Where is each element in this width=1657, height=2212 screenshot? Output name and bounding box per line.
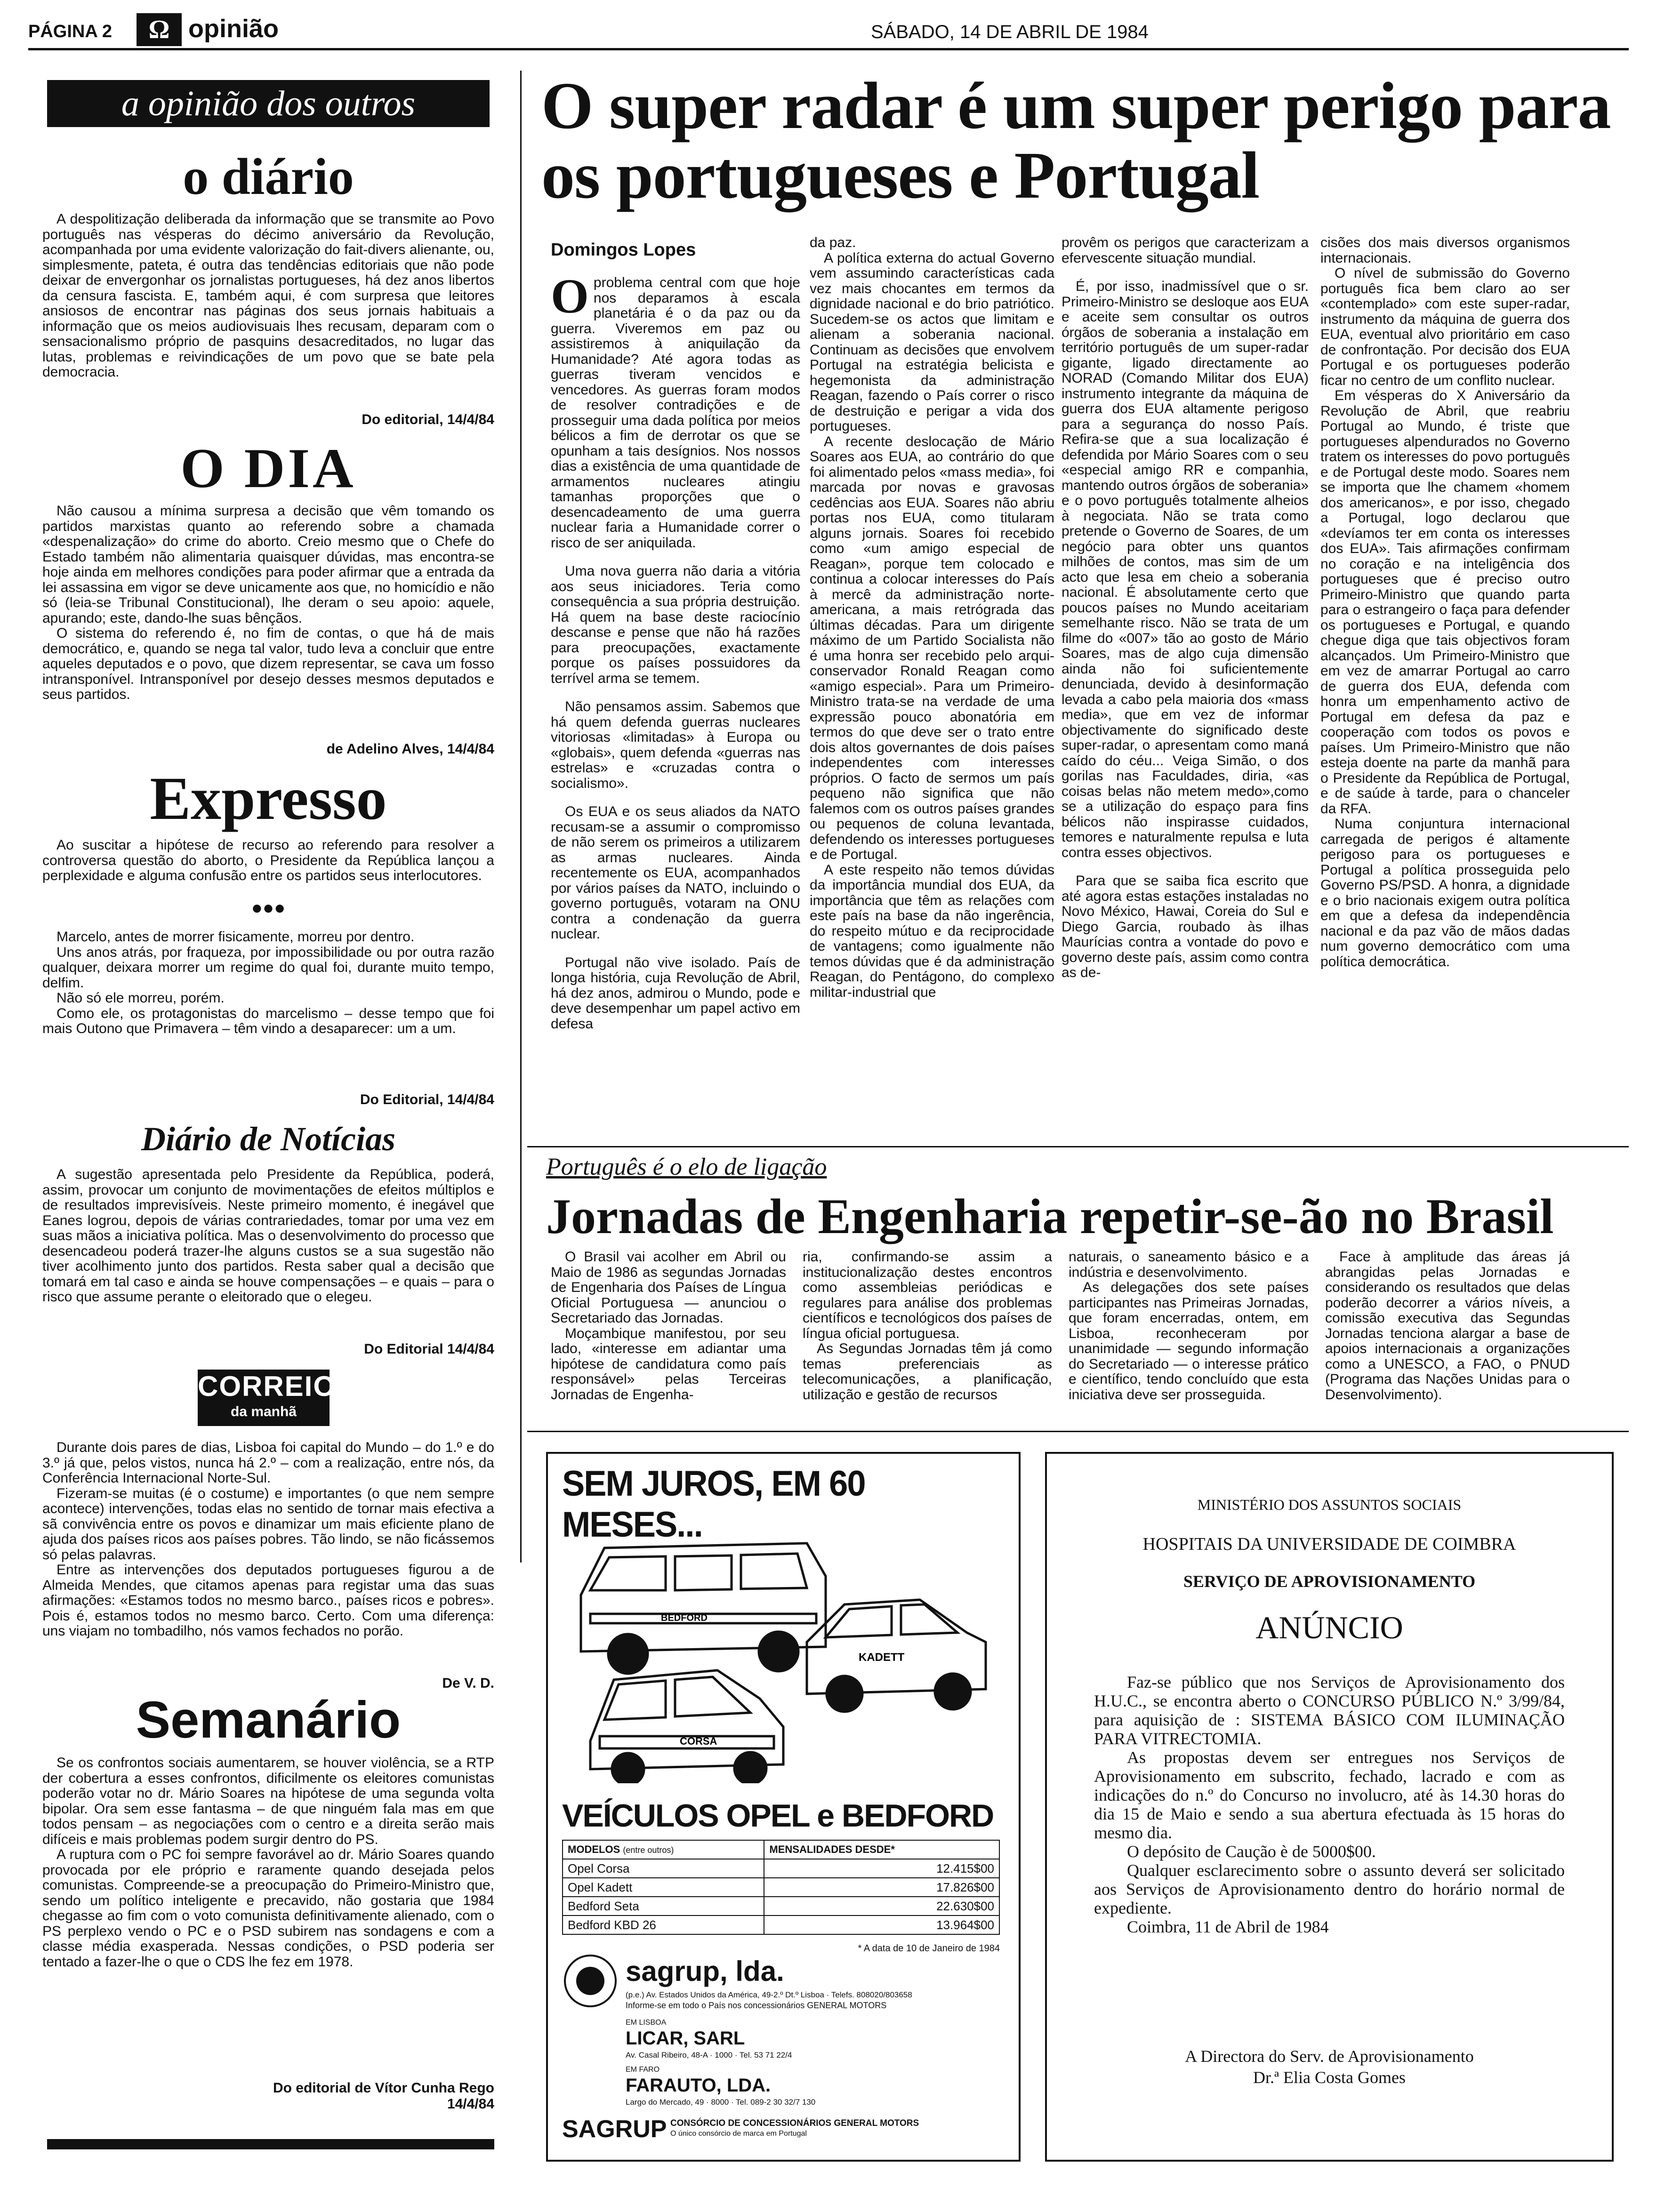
semanario-signature: Do editorial de Vítor Cunha Rego 14/4/84 xyxy=(273,2080,494,2112)
jornadas-kicker: Português é o elo de ligação xyxy=(546,1154,827,1180)
masthead-diario-de-noticias: Diário de Notícias xyxy=(141,1120,395,1158)
huc-signature-name: Dr.ª Elia Costa Gomes xyxy=(1253,2068,1406,2087)
sagrup-seal-icon xyxy=(562,1953,619,2009)
section-title: opinião xyxy=(188,15,279,43)
jornadas-column-1: O Brasil vai acolher em Abril ou Maio de 1986 as segundas Jornadas de Engenharia dos Países de Língua Oficial Portuguesa — anunciou o Secretariado das Jornadas. Moçambique manifestou, por seu lado, «interesse em adiantar uma hipótese de candidatura como país responsável» pelas Terceiras Jornadas de Engenha- xyxy=(551,1249,786,1403)
masthead-correio-da-manha: CORREIO da manhã xyxy=(198,1370,330,1426)
main-byline: Domingos Lopes xyxy=(551,240,696,260)
main-column-1: Oproblema central com que hoje nos deparamos à escala planetária é o da paz ou da guerra. Viveremos em paz ou assistiremos à aniquilação da Humanidade? Até agora todas as guerras tiveram vencidos e vencedores. As guerras foram modos de resolver contradições e de prosseguir uma dada política por meios bélicos a fim de derrotar os que se opunham a tais desígnios. Nos nossos dias a existência de uma quantidade de armamentos nucleares atingiu tamanhas proporções que o desencadeamento de uma guerra nuclear faria a Humanidade correr o risco de ser aniquilada. Uma nova guerra não daria a vitória aos seus iniciadores. Teria como consequência a sua própria destruição. Há quem na base deste raciocínio descanse e pense que não há razões para preocupações, exactamente porque os países possuidores da terrível arma se temem. Não pensamos assim. Sabemos que há quem defenda guerras nucleares vitoriosas «limitadas» à Europa ou «globais», quem defenda «guerras nas estrelas» e «cruzadas contra o socialismo». Os EUA e os seus aliados da NATO recusam-se a assumir o compromisso de não serem os primeiros a utilizarem as armas nucleares. Ainda recentemente os EUA, acompanhados por vários países da NATO, incluindo o governo português, votaram na ONU contra a condenação da guerra nuclear. Portugal não vive isolado. País de longa história, cuja Revolução de Abril, há dez anos, admirou o Mundo, pode e deve desempenhar um papel activo em defesa xyxy=(551,269,800,1032)
jornadas-column-4: Face à amplitude das áreas já abrangidas pelas Jornadas e considerando os resultados que delas poderão decorrer a vários níveis, a comissão executiva das Segundas Jornadas tenciona alargar a base de apoios internacionais a organizações como a UNESCO, a FAO, o PNUD (Programa das Nações Unidas para o Desenvolvimento). xyxy=(1325,1249,1570,1403)
table-row: Bedford Seta 22.630$00 xyxy=(563,1897,999,1915)
kadett-plate: KADETT xyxy=(859,1651,905,1664)
ads-divider xyxy=(527,1431,1629,1432)
huc-ministry: MINISTÉRIO DOS ASSUNTOS SOCIAIS xyxy=(1197,1496,1462,1513)
jornadas-column-2: ria, confirmando-se assim a institucionalização destes encontros como assembleias periódicas e regulares para análise dos problemas científicos e tecnológicos dos países de língua oficial portuguesa. As Segundas Jornadas têm já como temas preferenciais as telecomunicações, a planificação, utilização e gestão de recursos xyxy=(803,1249,1052,1403)
sagrup-info: Informe-se em todo o País nos concessionários GENERAL MOTORS xyxy=(626,2001,887,2010)
sagrup-brand: SAGRUP xyxy=(562,2116,667,2143)
expresso-text: Ao suscitar a hipótese de recurso ao referendo para resolver a controversa questão do aborto, o Presidente da República lançou a perplexidade e alguma confusão entre os partidos seus interlocutores. ●●● Marcelo, antes de morrer fisicamente, morreu por dentro. Uns anos atrás, por fraqueza, por impossibilidade ou por outra razão qualquer, deixara morrer um regime do qual foi, durante muito tempo, delfim. Não só ele morreu, porém. Como ele, os protagonistas do marcelismo – desse tempo que foi mais Outono que Primavera – têm vindo a desaparecer: um a um. xyxy=(42,837,494,1036)
corsa-plate: CORSA xyxy=(680,1735,717,1747)
issue-date: SÁBADO, 14 DE ABRIL DE 1984 xyxy=(871,22,1149,42)
jornadas-headline: Jornadas de Engenharia repetir-se-ão no Brasil xyxy=(546,1189,1554,1244)
huc-announcement-ad xyxy=(1045,1452,1614,2162)
faro-label: EM FARO xyxy=(626,2066,660,2074)
sagrup-brand-line1: CONSÓRCIO DE CONCESSIONÁRIOS GENERAL MOTORS xyxy=(670,2118,919,2128)
correio-text: Durante dois pares de dias, Lisboa foi capital do Mundo – do 1.º e do 3.º já que, pelos vistos, nunca há 2.º – com a realização, entre nós, da Conferência Internacional Norte-Sul. Fizeram-se muitas (é o costume) e importantes (o que nem sempre acontece) intervenções, todas elas no sentido de tornar mais efectiva a sã convivência entre os povos e dinamizar um mais eficiente plano de ajuda dos países ricos aos países pobres. Tão lindo, se não ficássemos só pelas palavras. Entre as intervenções dos deputados portugueses figurou a de Almeida Mendes, que citamos apenas para registar uma das suas afirmações: «Estamos todos no mesmo barco., países ricos e pobres». Pois é, estamos todos no mesmo barco. Certo. Com uma diferença: uns viajam no tombadilho, nós vamos fechados no porão. xyxy=(42,1440,494,1639)
masthead-o-diario: o diário xyxy=(183,148,354,205)
dn-text: A sugestão apresentada pelo Presidente da República, poderá, assim, provocar um conjunto de movimentações de efeitos múltiplos e de resultados imprevisíveis. Neste primeiro momento, é inegável que Eanes logrou, depois de várias contrariedades, tomar por uma vez em suas mãos a iniciativa política. Mas o desenvolvimento do processo que desencadeou poderá trazer-lhe alguns custos se a sua sugestão não tiver acolhimento junto dos partidos. Resta saber qual a decisão que tomará em tal caso e ainda se houve compensações – e quais – para o risco que assume perante o eleitorado que o elegeu. xyxy=(42,1167,494,1305)
column-footer-bar xyxy=(47,2139,494,2149)
table-row: Opel Corsa 12.415$00 xyxy=(563,1859,999,1878)
opiniao-outros-banner: a opinião dos outros xyxy=(47,80,490,127)
huc-service: SERVIÇO DE APROVISIONAMENTO xyxy=(1183,1572,1476,1591)
expresso-dots: ●●● xyxy=(251,897,286,918)
huc-hospital: HOSPITAIS DA UNIVERSIDADE DE COIMBRA xyxy=(1142,1534,1516,1554)
masthead-expresso: Expresso xyxy=(150,765,387,833)
main-headline: O super radar é um super perigo para os portugueses e Portugal xyxy=(541,68,1611,212)
newspaper-logo-icon: Ω xyxy=(137,13,182,46)
huc-body: Faz-se público que nos Serviços de Aprovisionamento dos H.U.C., se encontra aberto o CONCURSO PÚBLICO N.º 3/99/84, para aquisição de : SISTEMA BÁSICO COM ILUMINAÇÃO PARA VITRECTOMIA. As propostas devem ser entregues nos Serviços de Aprovisionamento em subscrito, fechado, lacrado e com as indicações do n.º do Concurso no involucro, até às 14.30 horas do dia 15 de Maio e sendo a sua abertura efectuada às 15 horas do mesmo dia. O depósito de Caução è de 5000$00. Qualquer esclarecimento sobre o assunto deverá ser solicitado aos Serviços de Aprovisionamento dentro do horário normal de expediente. Coimbra, 11 de Abril de 1984 xyxy=(1094,1673,1565,1936)
table-row: Bedford KBD 26 13.964$00 xyxy=(563,1915,999,1934)
main-column-3: provêm os perigos que caracterizam a efervescente situação mundial. É, por isso, inadmissível que o sr. Primeiro-Ministro se desloque aos EUA e aceite sem consultar os outros órgãos de soberania a instalação em território português de um super-radar gigante, ligado directamente ao NORAD (Comando Militar dos EUA) instrumento integrante da máquina de guerra dos EUA altamente perigoso para a segurança do nosso País. Refira-se que a sua localização é defendida por Mário Soares com o seu «especial amigo RR e companhia, mantendo outros órgãos de soberania» e o povo português totalmente alheios à negociata. Não se trata como pretende o Governo de Soares, de um negócio para obter uns quantos milhões de contos, mas sim de um acto que lesa em cheio a soberania nacional. É absolutamente certo que poucos países no Mundo aceitariam semelhante risco. Não se trata de um filme do «007» tão ao gosto de Mário Soares, mas de algo cuja dimensão ainda não foi suficientemente denunciada, devido à desinformação levada a cabo pela maioria dos «mass media», que em vez de informar objectivamente do significado deste super-radar, o apresentam como maná caído do céu... Veiga Simão, o dos gorilas nas Faculdades, diria, «as coisas belas não metem medo»,como se a utilização do espaço para fins bélicos não inspirasse cuidados, temores e naturalmente repulsa e luta contra esses objectivos. Para que se saiba fica escrito que até agora estas estações instaladas no Novo México, Hawai, Coreia do Sul e Diego Garcia, roubado às ilhas Maurícias contra a vontade do povo e governo deste país, assim como contra as de- xyxy=(1062,235,1309,980)
semanario-text: Se os confrontos sociais aumentarem, se houver violência, se a RTP der cobertura a esses confrontos, dificilmente os eleitores comunistas poderão votar no dr. Mário Soares na hipótese de uma segunda volta bipolar. Ora sem esse fantasma – de que ninguém fala mas em que todos pensam – as negociações com o centro e a direita serão mais difíceis e mais problemas podem surgir dentro do PS. A ruptura com o PC foi sempre favorável ao dr. Mário Soares quando provocada por ele próprio e raramente quando desejada pelos comunistas. Compreende-se a preocupação do Primeiro-Ministro que, sendo um político inteligente e precavido, não gostaria que 1984 chegasse ao fim com o voto comunista definitivamente alienado, com o PS perplexo vendo o PC e o PSD subirem nas sondagens e com a classe média exasperada. Nessas condições, o PSD poderia ser tentado a fazer-lhe o que o CDS lhe fez em 1978. xyxy=(42,1755,494,1970)
ad-footnote: * A data de 10 de Janeiro de 1984 xyxy=(858,1943,1000,1954)
cars-illustration-icon xyxy=(562,1520,1000,1783)
masthead-o-dia: O DIA xyxy=(180,437,356,499)
main-column-4: cisões dos mais diversos organismos internacionais. O nível de submissão do Governo português fica bem claro ao ser «contemplado» com este super-radar, instrumento da máquina de guerra dos EUA, eventual alvo prioritário em caso de confrontação. Por decisão dos EUA Portugal e os portugueses poderão ficar no centro de um conflito nuclear. Em vésperas do X Aniversário da Revolução de Abril, que reabriu Portugal ao Mundo, é triste que portugueses alpendurados no Governo tratem os interesses do povo português e de Portugal deste modo. Soares nem se importa que lhe chamem «homem dos americanos», e por isso, chegado a Portugal, logo declarou que «devíamos ter em conta os interesses dos EUA». Tais afirmações confirmam no coração e na inteligência dos portugueses que é preciso outro Primeiro-Ministro que quando parta para o estrangeiro o faça para defender os portugueses e Portugal, e quando chegue diga que tais objectivos foram alcançados. Um Primeiro-Ministro que em vez de amarrar Portugal ao carro de guerra dos EUA, defenda com honra um empenhamento activo de Portugal em defesa da paz e cooperação com todos os povos e países. Um Primeiro-Ministro que não esteja doente na parte da manhã para o Presidente da República de Portugal, e de saúde à tarde, para o chanceler da RFA. Numa conjuntura internacional carregada de perigos é altamente perigoso para os portugueses e Portugal a política prosseguida pelo Governo PS/PSD. A honra, a dignidade e o brio nacionais exigem outra política em que a defesa da independência nacional e da paz vão de mãos dadas num governo democrático com uma política democrática. xyxy=(1320,235,1570,970)
licar-address: Av. Casal Ribeiro, 48-A · 1000 · Tel. 53 71 22/4 xyxy=(626,2051,792,2060)
opel-bedford-ad xyxy=(546,1452,1021,2162)
sagrup-name: sagrup, lda. xyxy=(626,1956,784,1987)
drop-cap: O xyxy=(551,269,589,323)
ad-slogan: SEM JUROS, EM 60 MESES... xyxy=(562,1464,865,1545)
licar-name: LICAR, SARL xyxy=(626,2028,745,2049)
farauto-address: Largo do Mercado, 49 · 8000 · Tel. 089-2 30 32/7 130 xyxy=(626,2098,816,2107)
farauto-name: FARAUTO, LDA. xyxy=(626,2075,771,2096)
page-number: PÁGINA 2 xyxy=(28,22,113,41)
article-divider xyxy=(527,1146,1629,1147)
main-column-2: da paz. A política externa do actual Governo vem assumindo características cada vez mais chocantes em termos da dignidade nacional e do brio patriótico. Sucedem-se os actos que limitam e alienam a soberania nacional. Continuam as decisões que envolvem Portugal na estratégia belicista e hegemonista da administração Reagan, fazendo o País correr o risco de destruição e perigar a vida dos portugueses. A recente deslocação de Mário Soares aos EUA, ao contrário do que foi alimentado pelos «mass media», foi marcada por novas e gravosas cedências aos EUA. Soares não abriu portas nos EUA, como titularam alguns jornais. Soares foi recebido como «um amigo especial de Reagan», porque tem colocado e continua a colocar interesses do País à mercê da administração norte-americana, a mais retrógrada das últimas décadas. Para um dirigente máximo de um Partido Socialista não é uma honra ser recebido pelo arqui-conservador Ronald Reagan como «amigo especial». Para um Primeiro-Ministro trata-se na verdade de uma expressão pouco abonatória em termos do que deve ser o trato entre dois altos governantes de dois países independentes com interesses próprios. O facto de sermos um país pequeno não significa que não falemos com os outros países grandes ou pequenos de coluna levantada, defendendo os interesses portugueses e de Portugal. A este respeito não temos dúvidas da importância mundial dos EUA, da importância que têm as relações com este país na base da não ingerência, do respeito mútuo e da reciprocidade de vantagens; como igualmente não temos dúvidas que é da administração Reagan, do Pentágono, do complexo militar-industrial que xyxy=(810,235,1054,1000)
jornadas-column-3: naturais, o saneamento básico e a indústria e desenvolvimento. As delegações dos sete países participantes nas Primeiras Jornadas, que foram encerradas, ontem, em Lisboa, reconheceram por unanimidade — segundo informação do Secretariado — o interesse prático e científico, tendo concluído que esta iniciativa deve ser prosseguida. xyxy=(1069,1249,1309,1403)
van-label: BEDFORD xyxy=(661,1613,708,1623)
huc-signature-role: A Directora do Serv. de Aprovisionamento xyxy=(1185,2047,1474,2066)
column-divider xyxy=(520,71,522,1563)
ad-title: VEÍCULOS OPEL e BEDFORD xyxy=(562,1798,994,1834)
masthead xyxy=(28,10,1629,50)
table-row: Opel Kadett 17.826$00 xyxy=(563,1878,999,1897)
sagrup-address: (p.e.) Av. Estados Unidos da América, 49-2.º Dt.º Lisboa · Telefs. 808020/803658 xyxy=(626,1990,912,1999)
huc-title: ANÚNCIO xyxy=(1255,1610,1403,1645)
o-dia-text: Não causou a mínima surpresa a decisão que vêm tomando os partidos marxistas quanto ao referendo sobre a chamada «despenalização» do crime do aborto. Creio mesmo que o Chefe do Estado também não alimentaria quaisquer dúvidas, mas encontra-se hoje ainda em melhores condições para poder afirmar que a entrada da lei assassina em vigor se deve unicamente aos que, no homicídio e não só (leia-se Tribunal Constitucional), lhe deram o seu apoio: aquele, apurando; este, dando-lhe suas bênçãos. O sistema do referendo é, no fim de contas, o que há de mais democrático, e, quando se nega tal valor, tudo leva a concluir que entre aqueles deputados e o povo, que dizem representar, se cava um fosso intransponível. Intransponível por desejo desses mesmos deputados e seus partidos. xyxy=(42,503,494,702)
sagrup-brand-line2: O único consórcio de marca em Portugal xyxy=(670,2130,807,2138)
prices-table: MODELOS (entre outros) MENSALIDADES DESDE* Opel Corsa 12.415$00 Opel Kadett 17.826$00 Bedford Seta 22.630$00 Bedford KBD 26 13.964$00 xyxy=(562,1840,1000,1935)
o-dia-signature: de Adelino Alves, 14/4/84 xyxy=(326,741,494,757)
masthead-semanario: Semanário xyxy=(136,1691,401,1749)
lisboa-label: EM LISBOA xyxy=(626,2019,667,2027)
o-diario-signature: Do editorial, 14/4/84 xyxy=(362,412,494,427)
correio-signature: De V. D. xyxy=(442,1675,494,1691)
o-diario-text: A despolitização deliberada da informação que se transmite ao Povo português nas vésperas do décimo aniversário da Revolução, acompanhada por uma evidente valorização do fait-divers alienante, ou, simplesmente, pateta, é outra das tendências editoriais que não pode deixar de envergonhar os jornalistas portugueses, há dez anos libertos da censura fascista. E, também aqui, é com surpresa que leitores ansiosos de encontrar nas páginas dos seus jornais habituais a informação que os meios audiovisuais lhes recusam, deparam com o sensacionalismo próprio de pasquins desacreditados, no lugar das lutas, problemas e reivindicações de um povo que se bate pela democracia. xyxy=(42,211,494,380)
expresso-signature: Do Editorial, 14/4/84 xyxy=(360,1092,494,1107)
dn-signature: Do Editorial 14/4/84 xyxy=(364,1341,494,1357)
